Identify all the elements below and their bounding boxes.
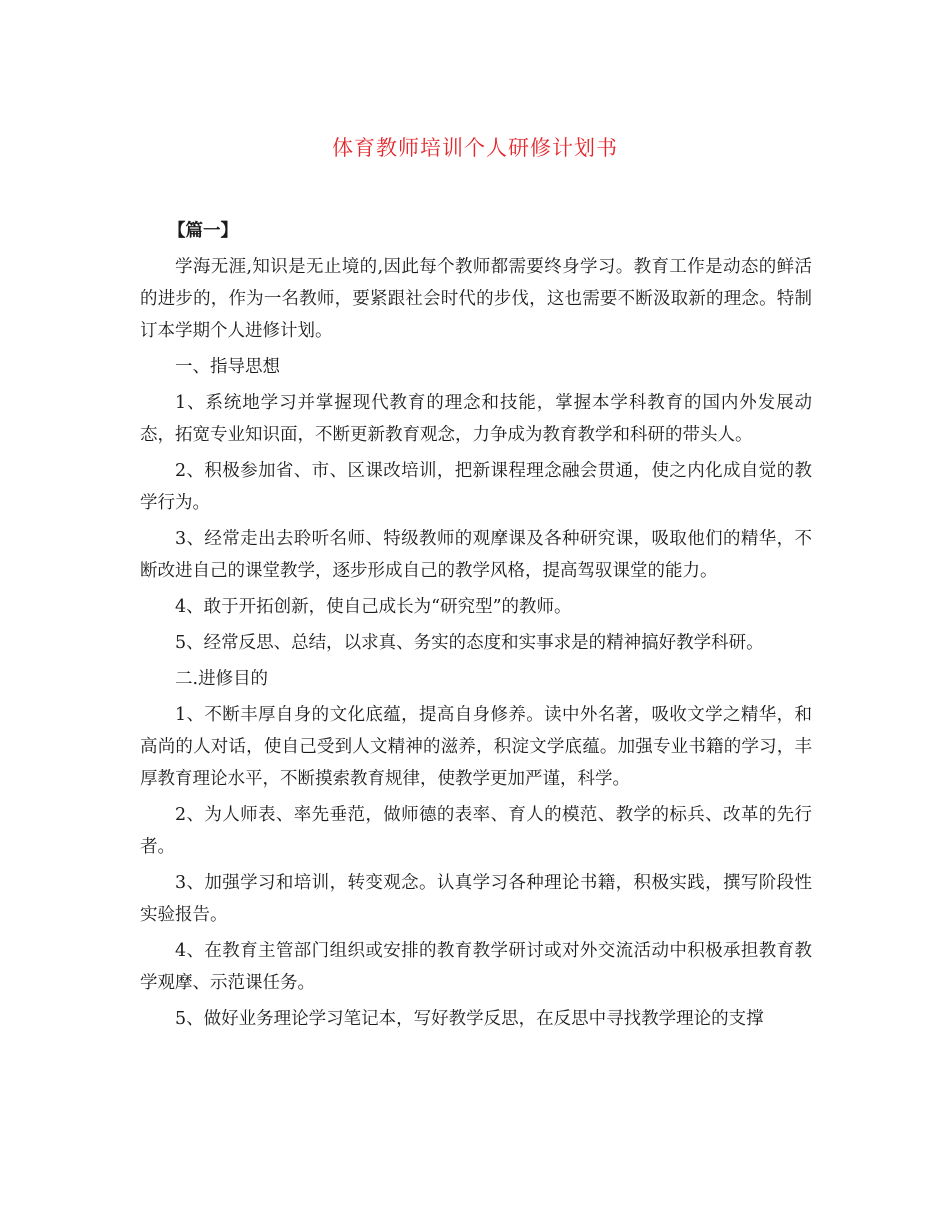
paragraph: 3、经常走出去聆听名师、特级教师的观摩课及各种研究课，吸取他们的精华，不断改进自己的课堂教学，逐步形成自己的教学风格，提高驾驭课堂的能力。 xyxy=(140,529,812,581)
paragraph: 1、系统地学习并掌握现代教育的理念和技能，掌握本学科教育的国内外发展动态，拓宽专业知识面，不断更新教育观念，力争成为教育教学和科研的带头人。 xyxy=(140,393,812,445)
paragraph: 1、不断丰厚自身的文化底蕴，提高自身修养。读中外名著，吸收文学之精华，和高尚的人对话，使自己受到人文精神的滋养，积淀文学底蕴。加强专业书籍的学习，丰厚教育理论水平，不断摸索教育规律，使教学更加严谨，科学。 xyxy=(140,705,812,789)
document-title: 体育教师培训个人研修计划书 xyxy=(332,136,618,160)
heading-study-purpose: 二.进修目的 xyxy=(175,669,269,689)
paragraph: 3、加强学习和培训，转变观念。认真学习各种理论书籍，积极实践，撰写阶段性实验报告。 xyxy=(140,873,812,925)
section-label: 【篇一】 xyxy=(168,221,238,241)
intro-paragraph: 学海无涯,知识是无止境的,因此每个教师都需要终身学习。教育工作是动态的鲜活的进步的，作为一名教师，要紧跟社会时代的步伐，这也需要不断汲取新的理念。特制订本学期个人进修计划。 xyxy=(140,257,812,341)
paragraph: 5、做好业务理论学习笔记本，写好教学反思，在反思中寻找教学理论的支撑 xyxy=(175,1009,764,1029)
document-body xyxy=(140,215,812,1039)
paragraph: 2、为人师表、率先垂范，做师德的表率、育人的模范、教学的标兵、改革的先行者。 xyxy=(140,805,812,857)
paragraph: 5、经常反思、总结，以求真、务实的态度和实事求是的精神搞好教学科研。 xyxy=(175,633,764,653)
paragraph: 2、积极参加省、市、区课改培训，把新课程理念融会贯通，使之内化成自觉的教学行为。 xyxy=(140,461,812,513)
paragraph: 4、在教育主管部门组织或安排的教育教学研讨或对外交流活动中积极承担教育教学观摩、示范课任务。 xyxy=(140,941,812,993)
heading-guiding-thought: 一、指导思想 xyxy=(175,357,280,377)
paragraph: 4、敢于开拓创新，使自己成长为“研究型”的教师。 xyxy=(175,597,572,617)
